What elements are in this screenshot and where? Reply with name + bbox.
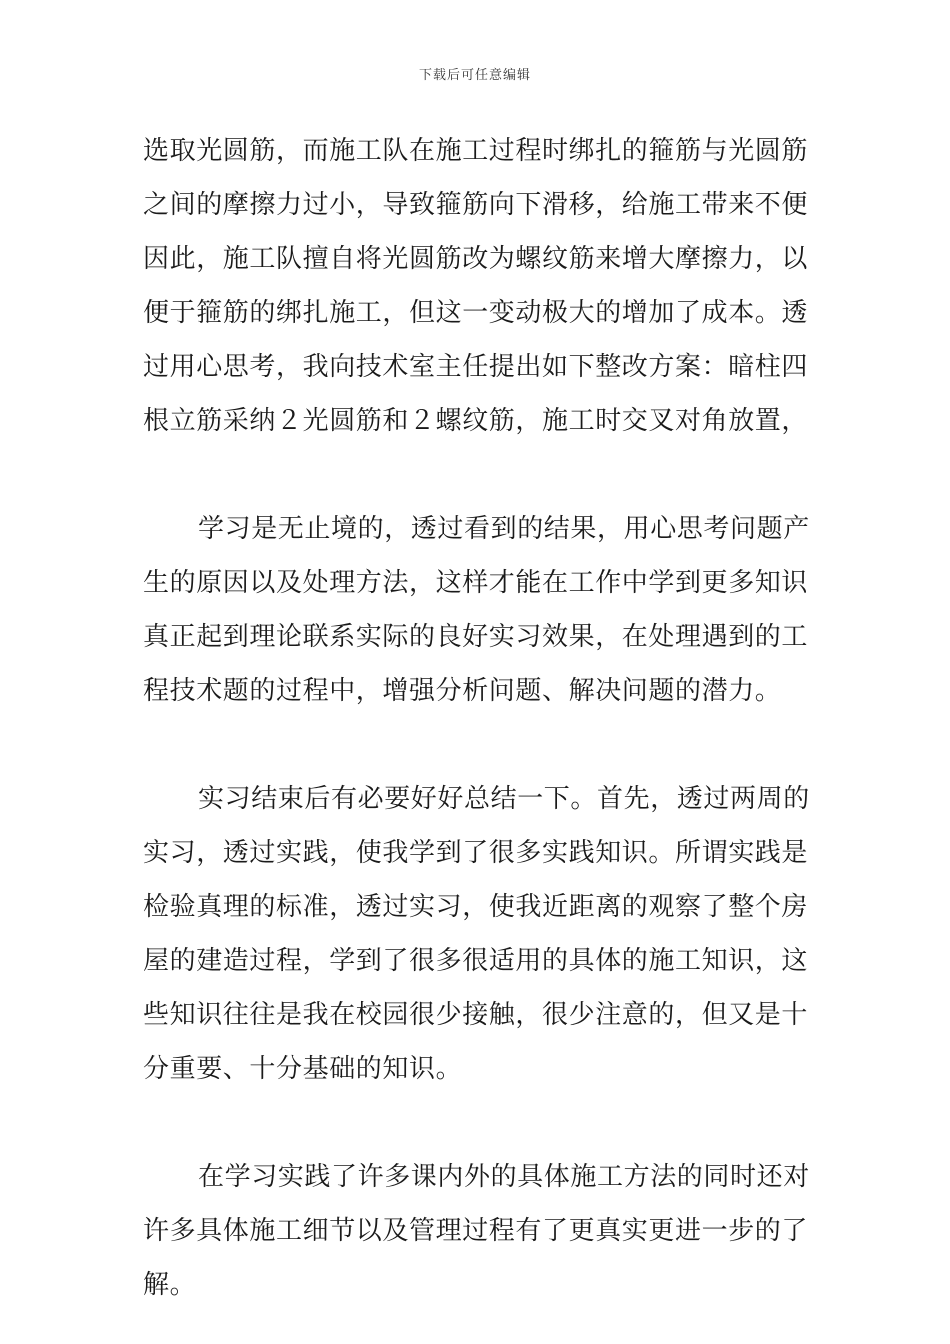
paragraph-line: 许多具体施工细节以及管理过程有了更真实更进一步的了 xyxy=(143,1216,809,1246)
paragraph-line: 些知识往往是我在校园很少接触，很少注意的，但又是十 xyxy=(143,1000,809,1030)
paragraph-spacer xyxy=(143,1096,807,1150)
paragraph-line: 实习结束后有必要好好总结一下。首先，透过两周的 xyxy=(198,784,810,814)
paragraph-line: 程技术题的过程中，增强分析问题、解决问题的潜力。 xyxy=(143,676,782,706)
paragraph-line: 检验真理的标准，透过实习，使我近距离的观察了整个房 xyxy=(143,892,809,922)
paragraph-line: 分重要、十分基础的知识。 xyxy=(143,1054,463,1084)
paragraph-line: 屋的建造过程，学到了很多很适用的具体的施工知识，这 xyxy=(143,946,809,976)
paragraph-line: 学习是无止境的，透过看到的结果，用心思考问题产 xyxy=(198,514,810,544)
paragraph-line: 之间的摩擦力过小，导致箍筋向下滑移，给施工带来不便 xyxy=(143,190,809,220)
paragraph-line: 因此，施工队擅自将光圆筋改为螺纹筋来增大摩擦力，以 xyxy=(143,244,809,274)
page-header: 下载后可任意编辑 xyxy=(418,68,531,83)
paragraph-line: 生的原因以及处理方法，这样才能在工作中学到更多知识 xyxy=(143,568,809,598)
paragraph-line: 过用心思考，我向技术室主任提出如下整改方案：暗柱四 xyxy=(143,352,809,382)
paragraph-line: 解。 xyxy=(143,1270,197,1300)
paragraph-spacer xyxy=(143,718,807,772)
document-body xyxy=(143,124,810,1312)
paragraph-3 xyxy=(143,772,810,1096)
paragraph-2 xyxy=(143,502,810,718)
paragraph-4 xyxy=(143,1150,810,1312)
paragraph-line: 在学习实践了许多课内外的具体施工方法的同时还对 xyxy=(198,1162,810,1192)
paragraph-line: 真正起到理论联系实际的良好实习效果，在处理遇到的工 xyxy=(143,622,809,652)
paragraph-line: 便于箍筋的绑扎施工，但这一变动极大的增加了成本。透 xyxy=(143,298,809,328)
paragraph-line: 实习，透过实践，使我学到了很多实践知识。所谓实践是 xyxy=(143,838,809,868)
paragraph-1 xyxy=(143,124,807,448)
paragraph-line: 选取光圆筋，而施工队在施工过程时绑扎的箍筋与光圆筋 xyxy=(143,136,809,166)
paragraph-line: 根立筋采纳２光圆筋和２螺纹筋，施工时交叉对角放置， xyxy=(143,406,809,436)
paragraph-spacer xyxy=(143,448,807,502)
